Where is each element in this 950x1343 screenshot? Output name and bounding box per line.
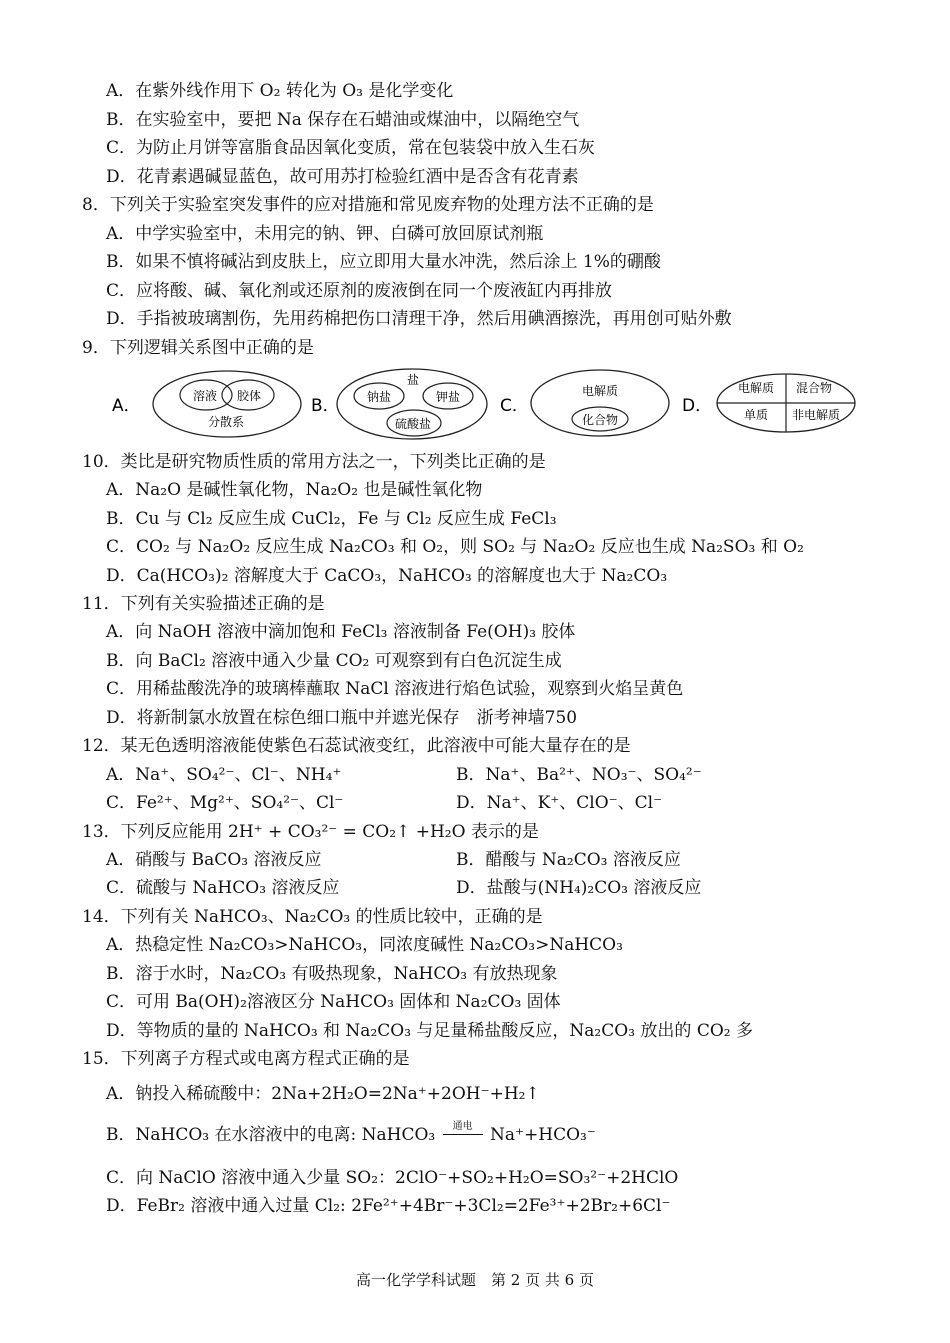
arrow-label: 通电 [452,1121,473,1132]
q11-stem: 11．下列有关实验描述正确的是 [82,594,325,614]
q10-stem: 10．类比是研究物质性质的常用方法之一，下列类比正确的是 [82,452,546,472]
q15-option-b [106,1121,596,1146]
q10-option-d: D．Ca(HCO₃)₂ 溶解度大于 CaCO₃，NaHCO₃ 的溶解度也大于 Na₂CO₃ [106,566,668,586]
q11-option-a: A．向 NaOH 溶液中滴加饱和 FeCl₃ 溶液制备 Fe(OH)₃ 胶体 [106,622,576,642]
q10-option-c: C．CO₂ 与 Na₂O₂ 反应生成 Na₂CO₃ 和 O₂，则 SO₂ 与 Na₂O₂ 反应也生成 Na₂SO₃ 和 O₂ [106,537,804,557]
diagram-b-top: 盐 [407,373,420,387]
q7-option-d: D．花青素遇碱显蓝色，故可用苏打检验红酒中是否含有花青素 [106,167,579,187]
q13-option-b: B．醋酸与 Na₂CO₃ 溶液反应 [456,850,681,870]
diagram-d-tr: 混合物 [796,381,833,395]
diagram-d-br: 非电解质 [792,408,841,422]
q13-option-c: C．硫酸与 NaHCO₃ 溶液反应 [106,878,340,898]
q9-stem: 9．下列逻辑关系图中正确的是 [82,338,314,358]
diagram-a-inner1: 溶液 [193,389,218,403]
q13-option-d: D．盐酸与(NH₄)₂CO₃ 溶液反应 [456,878,702,898]
q11-option-c: C．用稀盐酸洗净的玻璃棒蘸取 NaCl 溶液进行焰色试验，观察到火焰呈黄色 [106,679,684,699]
q15-option-b-left: B．NaHCO₃ 在水溶液中的电离: NaHCO₃ [106,1125,436,1145]
q9-diagrams [0,362,950,452]
q7-option-c: C．为防止月饼等富脂食品因氧化变质，常在包装袋中放入生石灰 [106,138,596,158]
q11-option-b: B．向 BaCl₂ 溶液中通入少量 CO₂ 可观察到有白色沉淀生成 [106,651,562,671]
q14-option-b: B．溶于水时，Na₂CO₃ 有吸热现象，NaHCO₃ 有放热现象 [106,964,558,984]
q12-option-b: B．Na⁺、Ba²⁺、NO₃⁻、SO₄²⁻ [456,765,702,785]
diagram-c-outer: 电解质 [582,384,619,398]
diagram-c-inner: 化合物 [582,413,619,427]
q15-option-d: D．FeBr₂ 溶液中通入过量 Cl₂: 2Fe²⁺+4Br⁻+3Cl₂=2Fe³⁺+2Br₂+6Cl⁻ [106,1196,671,1216]
q11-option-d: D．将新制氯水放置在棕色细口瓶中并遮光保存 浙考神墙750 [106,708,578,728]
diagram-d-bl: 单质 [744,408,769,422]
diagram-b-bottom: 硫酸盐 [395,417,432,431]
q13-stem: 13．下列反应能用 2H⁺ + CO₃²⁻ = CO₂↑ +H₂O 表示的是 [82,822,539,842]
q8-option-c: C．应将酸、碱、氧化剂或还原剂的废液倒在同一个废液缸内再排放 [106,281,613,301]
q8-option-d: D．手指被玻璃割伤，先用药棉把伤口清理干净，然后用碘酒擦洗，再用创可贴外敷 [106,309,732,329]
q9-label-d: D． [682,396,713,416]
diagram-a-outer: 分散系 [208,415,245,429]
diagram-a-inner2: 胶体 [237,389,262,403]
q12-stem: 12．某无色透明溶液能使紫色石蕊试液变红，此溶液中可能大量存在的是 [82,736,631,756]
q8-option-b: B．如果不慎将碱沾到皮肤上，应立即用大量水冲洗，然后涂上 1%的硼酸 [106,252,661,272]
electrolysis-arrow [443,1121,483,1146]
q12-option-c: C．Fe²⁺、Mg²⁺、SO₄²⁻、Cl⁻ [106,793,344,813]
q12-option-a: A．Na⁺、SO₄²⁻、Cl⁻、NH₄⁺ [106,765,342,785]
page-footer: 高一化学学科试题 第 2 页 共 6 页 [356,1271,594,1289]
q9-label-b: B． [311,396,340,416]
q12-option-d: D．Na⁺、K⁺、ClO⁻、Cl⁻ [456,793,663,813]
q7-option-a: A．在紫外线作用下 O₂ 转化为 O₃ 是化学变化 [106,81,454,101]
q9-label-a: A． [112,396,141,416]
q8-option-a: A．中学实验室中，未用完的钠、钾、白磷可放回原试剂瓶 [106,224,544,244]
q8-stem: 8．下列关于实验室突发事件的应对措施和常见废弃物的处理方法不正确的是 [82,195,654,215]
q13-option-a: A．硝酸与 BaCO₃ 溶液反应 [106,850,322,870]
diagram-d-tl: 电解质 [738,381,775,395]
diagram-b-right: 钾盐 [436,390,461,404]
q14-option-d: D．等物质的量的 NaHCO₃ 和 Na₂CO₃ 与足量稀盐酸反应，Na₂CO₃ 放出的 CO₂ 多 [106,1021,753,1041]
q10-option-b: B．Cu 与 Cl₂ 反应生成 CuCl₂，Fe 与 Cl₂ 反应生成 FeCl₃ [106,509,557,529]
q15-stem: 15．下列离子方程式或电离方程式正确的是 [82,1049,410,1069]
q10-option-a: A．Na₂O 是碱性氧化物，Na₂O₂ 也是碱性氧化物 [106,480,483,500]
q14-option-a: A．热稳定性 Na₂CO₃>NaHCO₃，同浓度碱性 Na₂CO₃>NaHCO₃ [106,935,623,955]
q15-option-a: A．钠投入稀硫酸中：2Na+2H₂O=2Na⁺+2OH⁻+H₂↑ [106,1084,540,1104]
q14-option-c: C．可用 Ba(OH)₂溶液区分 NaHCO₃ 固体和 Na₂CO₃ 固体 [106,992,561,1012]
q15-option-c: C．向 NaClO 溶液中通入少量 SO₂：2ClO⁻+SO₂+H₂O=SO₃²⁻+2HClO [106,1168,679,1188]
q14-stem: 14．下列有关 NaHCO₃、Na₂CO₃ 的性质比较中，正确的是 [82,907,543,927]
q9-label-c: C． [500,396,529,416]
q15-option-b-right: Na⁺+HCO₃⁻ [490,1125,596,1145]
q7-option-b: B．在实验室中，要把 Na 保存在石蜡油或煤油中，以隔绝空气 [106,110,580,130]
diagram-b-left: 钠盐 [367,390,392,404]
